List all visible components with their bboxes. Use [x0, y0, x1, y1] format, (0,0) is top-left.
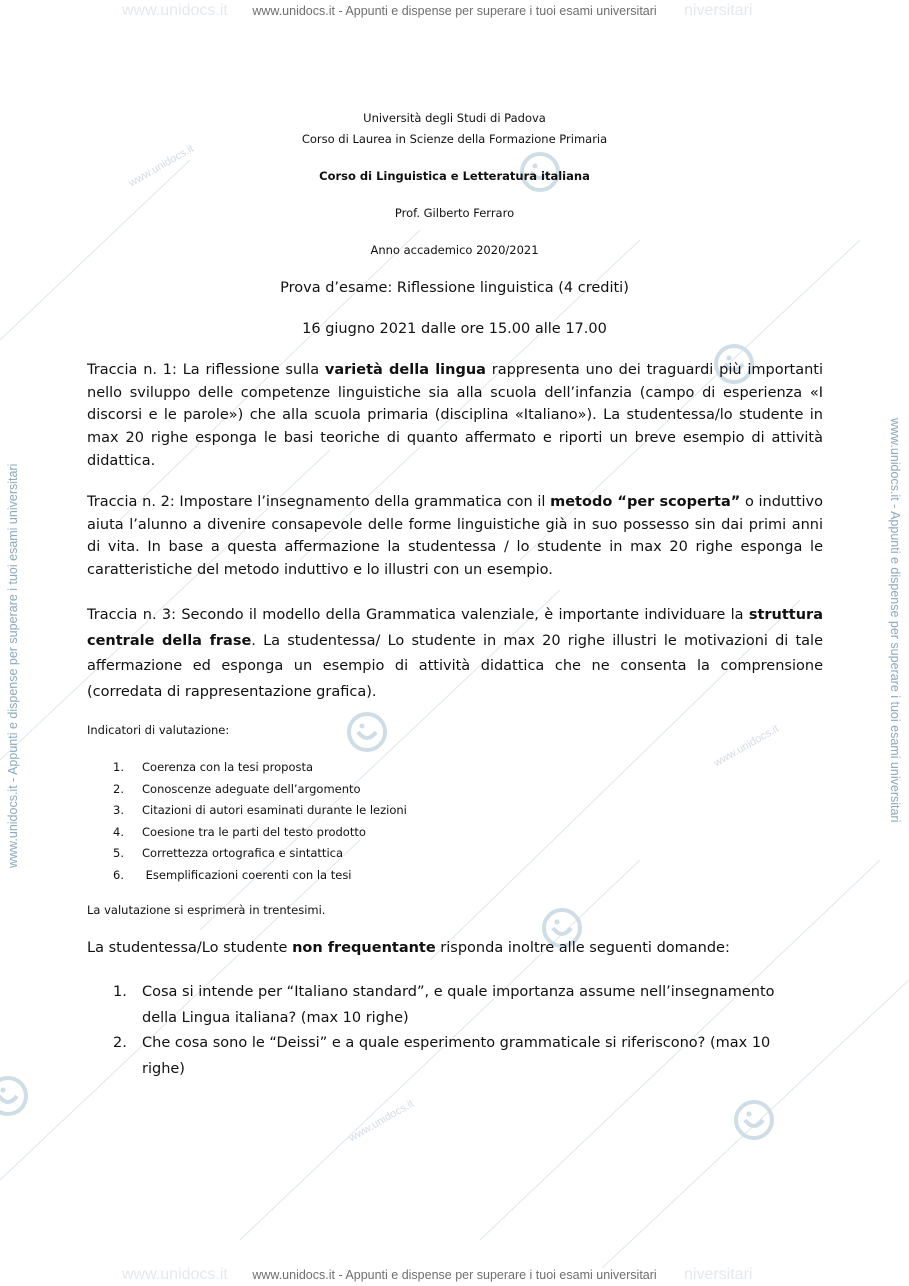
nf-bold: non frequentante [292, 940, 436, 956]
watermark-bottom [0, 1268, 909, 1282]
item-text: Correttezza ortografica e sintattica [142, 846, 344, 860]
watermark-left-side: www.unidocs.it - Appunti e dispense per superare i tuoi esami universitari [6, 463, 20, 868]
diagonal-watermark: www.unidocs.it [346, 1097, 416, 1145]
item-number: 5. [113, 846, 124, 860]
traccia-3-rest: . La studentessa/ Lo studente in max 20 righe illustri le motivazioni di tale affermazione ed esponga un esempio di attività didattica che ne consenta la comprensione (corredata di rappresentazione grafica). [87, 632, 824, 700]
list-item [113, 822, 407, 844]
watermark-ghost-left: www.unidocs.it [122, 1266, 228, 1283]
list-item [113, 757, 407, 779]
item-text: Conoscenze adeguate dell’argomento [142, 781, 361, 796]
watermark-top-text: www.unidocs.it - Appunti e dispense per superare i tuoi esami universitari [252, 4, 657, 18]
exam-title: Prova d’esame: Riflessione linguistica (4 crediti) [280, 280, 629, 296]
item-number: 1. [113, 760, 124, 774]
traccia-3-bold: struttura centrale della frase [87, 607, 823, 649]
question-text: Cosa si intende per “Italiano standard”, e quale importanza assume nell’insegnamento della Lingua italiana? (max 10 righe) [142, 984, 775, 1026]
question-number: 1. [113, 984, 127, 1000]
course-title: Corso di Linguistica e Letteratura italiana [319, 169, 590, 183]
nf-rest: risponda inoltre alle seguenti domande: [435, 940, 730, 956]
diagonal-watermark: www.unidocs.it [126, 142, 196, 190]
indicatori-heading: Indicatori di valutazione: [87, 723, 230, 737]
item-text: Coerenza con la tesi proposta [142, 760, 314, 774]
professor-name: Prof. Gilberto Ferraro [394, 206, 515, 220]
unidocs-logo-icon [345, 710, 389, 754]
non-frequentante-heading [87, 940, 730, 956]
traccia-3 [87, 603, 823, 705]
traccia-2-text: Traccia n. 2: Impostare l’insegnamento della grammatica con il [87, 494, 551, 510]
degree-course: Corso di Laurea in Scienze della Formazione Primaria [301, 132, 608, 146]
exam-date: 16 giugno 2021 dalle ore 15.00 alle 17.00 [302, 321, 607, 337]
watermark-ghost-right: niversitari [684, 1266, 753, 1283]
item-text: Esemplificazioni coerenti con la tesi [142, 867, 352, 882]
traccia-3-text: Traccia n. 3: Secondo il modello della Grammatica valenziale, è importante individuare la [87, 607, 749, 623]
item-number: 3. [113, 803, 124, 817]
traccia-1-text: Traccia n. 1: La riflessione sulla [87, 362, 325, 378]
diagonal-watermark: www.unidocs.it [711, 722, 781, 770]
question-number: 2. [113, 1035, 127, 1051]
item-number: 6. [113, 867, 124, 882]
list-item [113, 1031, 803, 1082]
question-text: Che cosa sono le “Deissi” e a quale esperimento grammaticale si riferiscono? (max 10 righe) [142, 1035, 771, 1077]
nf-text: La studentessa/Lo studente [87, 940, 293, 956]
traccia-2-bold: metodo “per scoperta” [550, 494, 741, 510]
university-name: Università degli Studi di Padova [363, 111, 546, 125]
watermark-right-side: www.unidocs.it - Appunti e dispense per superare i tuoi esami universitari [888, 418, 902, 823]
item-text: Coesione tra le parti del testo prodotto [142, 824, 366, 839]
unidocs-logo-icon [732, 1098, 776, 1142]
list-item [113, 843, 407, 865]
traccia-1-bold: varietà della lingua [324, 362, 486, 378]
traccia-2 [87, 491, 823, 582]
questions-list [113, 980, 803, 1082]
academic-year: Anno accademico 2020/2021 [370, 243, 539, 257]
list-item [113, 865, 407, 887]
watermark-bottom-text: www.unidocs.it - Appunti e dispense per superare i tuoi esami universitari [252, 1268, 657, 1282]
traccia-2-rest: o induttivo aiuta l’alunno a divenire consapevole delle forme linguistiche già in suo possesso sin dai primi anni di vita. In base a questa affermazione la studentessa / lo studente in max 20 righe esponga le caratteristiche del metodo induttivo e lo illustri con un esempio. [87, 494, 823, 579]
watermark-top [0, 4, 909, 18]
watermark-ghost-left: www.unidocs.it [122, 2, 228, 19]
unidocs-logo-icon [0, 1074, 30, 1118]
list-item [113, 779, 407, 801]
valutazione-note: La valutazione si esprimerà in trentesimi. [87, 903, 326, 917]
traccia-1-rest: rappresenta uno dei traguardi più importanti nello sviluppo delle competenze linguistiche sia alla scuola dell’infanzia (campo di esperienza «I discorsi e le parole») che alla scuola primaria (disciplina «Italiano»). La studentessa/lo studente in max 20 righe esponga le basi teoriche di quanto affermato e riporti un breve esempio di attività didattica. [87, 362, 824, 469]
item-number: 4. [113, 824, 124, 839]
indicatori-list [113, 757, 407, 886]
list-item [113, 800, 407, 822]
item-number: 2. [113, 781, 124, 796]
list-item [113, 980, 803, 1031]
item-text: Citazioni di autori esaminati durante le lezioni [142, 803, 407, 817]
traccia-1 [87, 359, 823, 473]
watermark-ghost-right: niversitari [684, 2, 753, 19]
